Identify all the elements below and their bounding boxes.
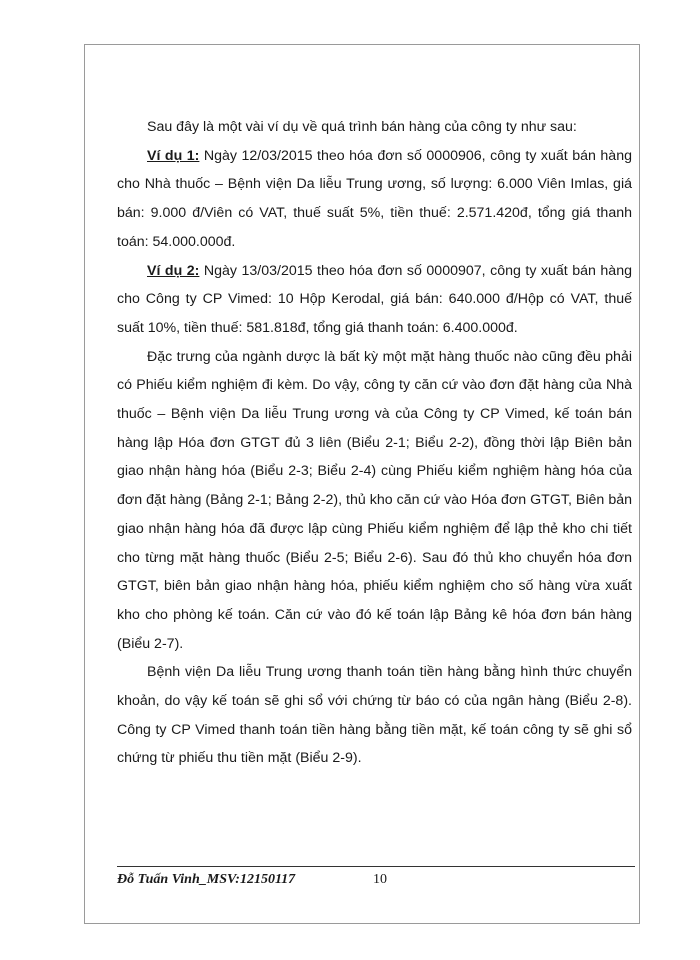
- page-footer: [117, 871, 635, 889]
- process-paragraph: Đặc trưng của ngành dược là bất kỳ một mặt hàng thuốc nào cũng đều phải có Phiếu kiểm nghiệm đi kèm. Do vậy, công ty căn cứ vào đơn đặt hàng của Nhà thuốc – Bệnh viện Da liễu Trung ương và của Công ty CP Vimed, kế toán bán hàng lập Hóa đơn GTGT đủ 3 liên (Biểu 2-1; Biểu 2-2), đồng thời lập Biên bản giao nhận hàng hóa (Biểu 2-3; Biểu 2-4) cùng Phiếu kiểm nghiệm hàng hóa của đơn đặt hàng (Bảng 2-1; Bảng 2-2), thủ kho căn cứ vào Hóa đơn GTGT, Biên bản giao nhận hàng hóa đã được lập cùng Phiếu kiểm nghiệm để lập thẻ kho chi tiết cho từng mặt hàng thuốc (Biểu 2-5; Biểu 2-6). Sau đó thủ kho chuyển hóa đơn GTGT, biên bản giao nhận hàng hóa, phiếu kiểm nghiệm cho số hàng vừa xuất kho cho phòng kế toán. Căn cứ vào đó kế toán lập Bảng kê hóa đơn bán hàng (Biểu 2-7).: [117, 348, 632, 652]
- example-1-paragraph: [117, 142, 632, 257]
- page-number: 10: [373, 872, 387, 887]
- example-1-text: Ngày 12/03/2015 theo hóa đơn số 0000906, công ty xuất bán hàng cho Nhà thuốc – Bệnh viện Da liễu Trung ương, số lượng: 6.000 Viên Imlas, giá bán: 9.000 đ/Viên có VAT, thuế suất 5%, tiền thuế: 2.571.420đ, tổng giá thanh toán: 54.000.000đ.: [117, 147, 632, 250]
- example-1-label: Ví dụ 1:: [147, 147, 200, 164]
- example-2-text: Ngày 13/03/2015 theo hóa đơn số 0000907, công ty xuất bán hàng cho Công ty CP Vimed: 10 Hộp Kerodal, giá bán: 640.000 đ/Hộp có VAT, thuế suất 10%, tiền thuế: 581.818đ, tổng giá thanh toán: 6.400.000đ.: [117, 262, 632, 336]
- intro-paragraph: Sau đây là một vài ví dụ về quá trình bán hàng của công ty như sau:: [147, 119, 577, 135]
- example-2-paragraph: [117, 257, 632, 343]
- footer-author: Đỗ Tuấn Vinh_MSV:12150117: [117, 872, 296, 887]
- footer-divider: [117, 866, 635, 867]
- example-2-label: Ví dụ 2:: [147, 262, 200, 279]
- payment-paragraph: Bệnh viện Da liễu Trung ương thanh toán tiền hàng bằng hình thức chuyển khoản, do vậy kế toán sẽ ghi sổ với chứng từ báo có của ngân hàng (Biểu 2-8). Công ty CP Vimed thanh toán tiền hàng bằng tiền mặt, kế toán công ty sẽ ghi sổ chứng từ phiếu thu tiền mặt (Biểu 2-9).: [117, 664, 632, 767]
- document-body: [117, 113, 632, 773]
